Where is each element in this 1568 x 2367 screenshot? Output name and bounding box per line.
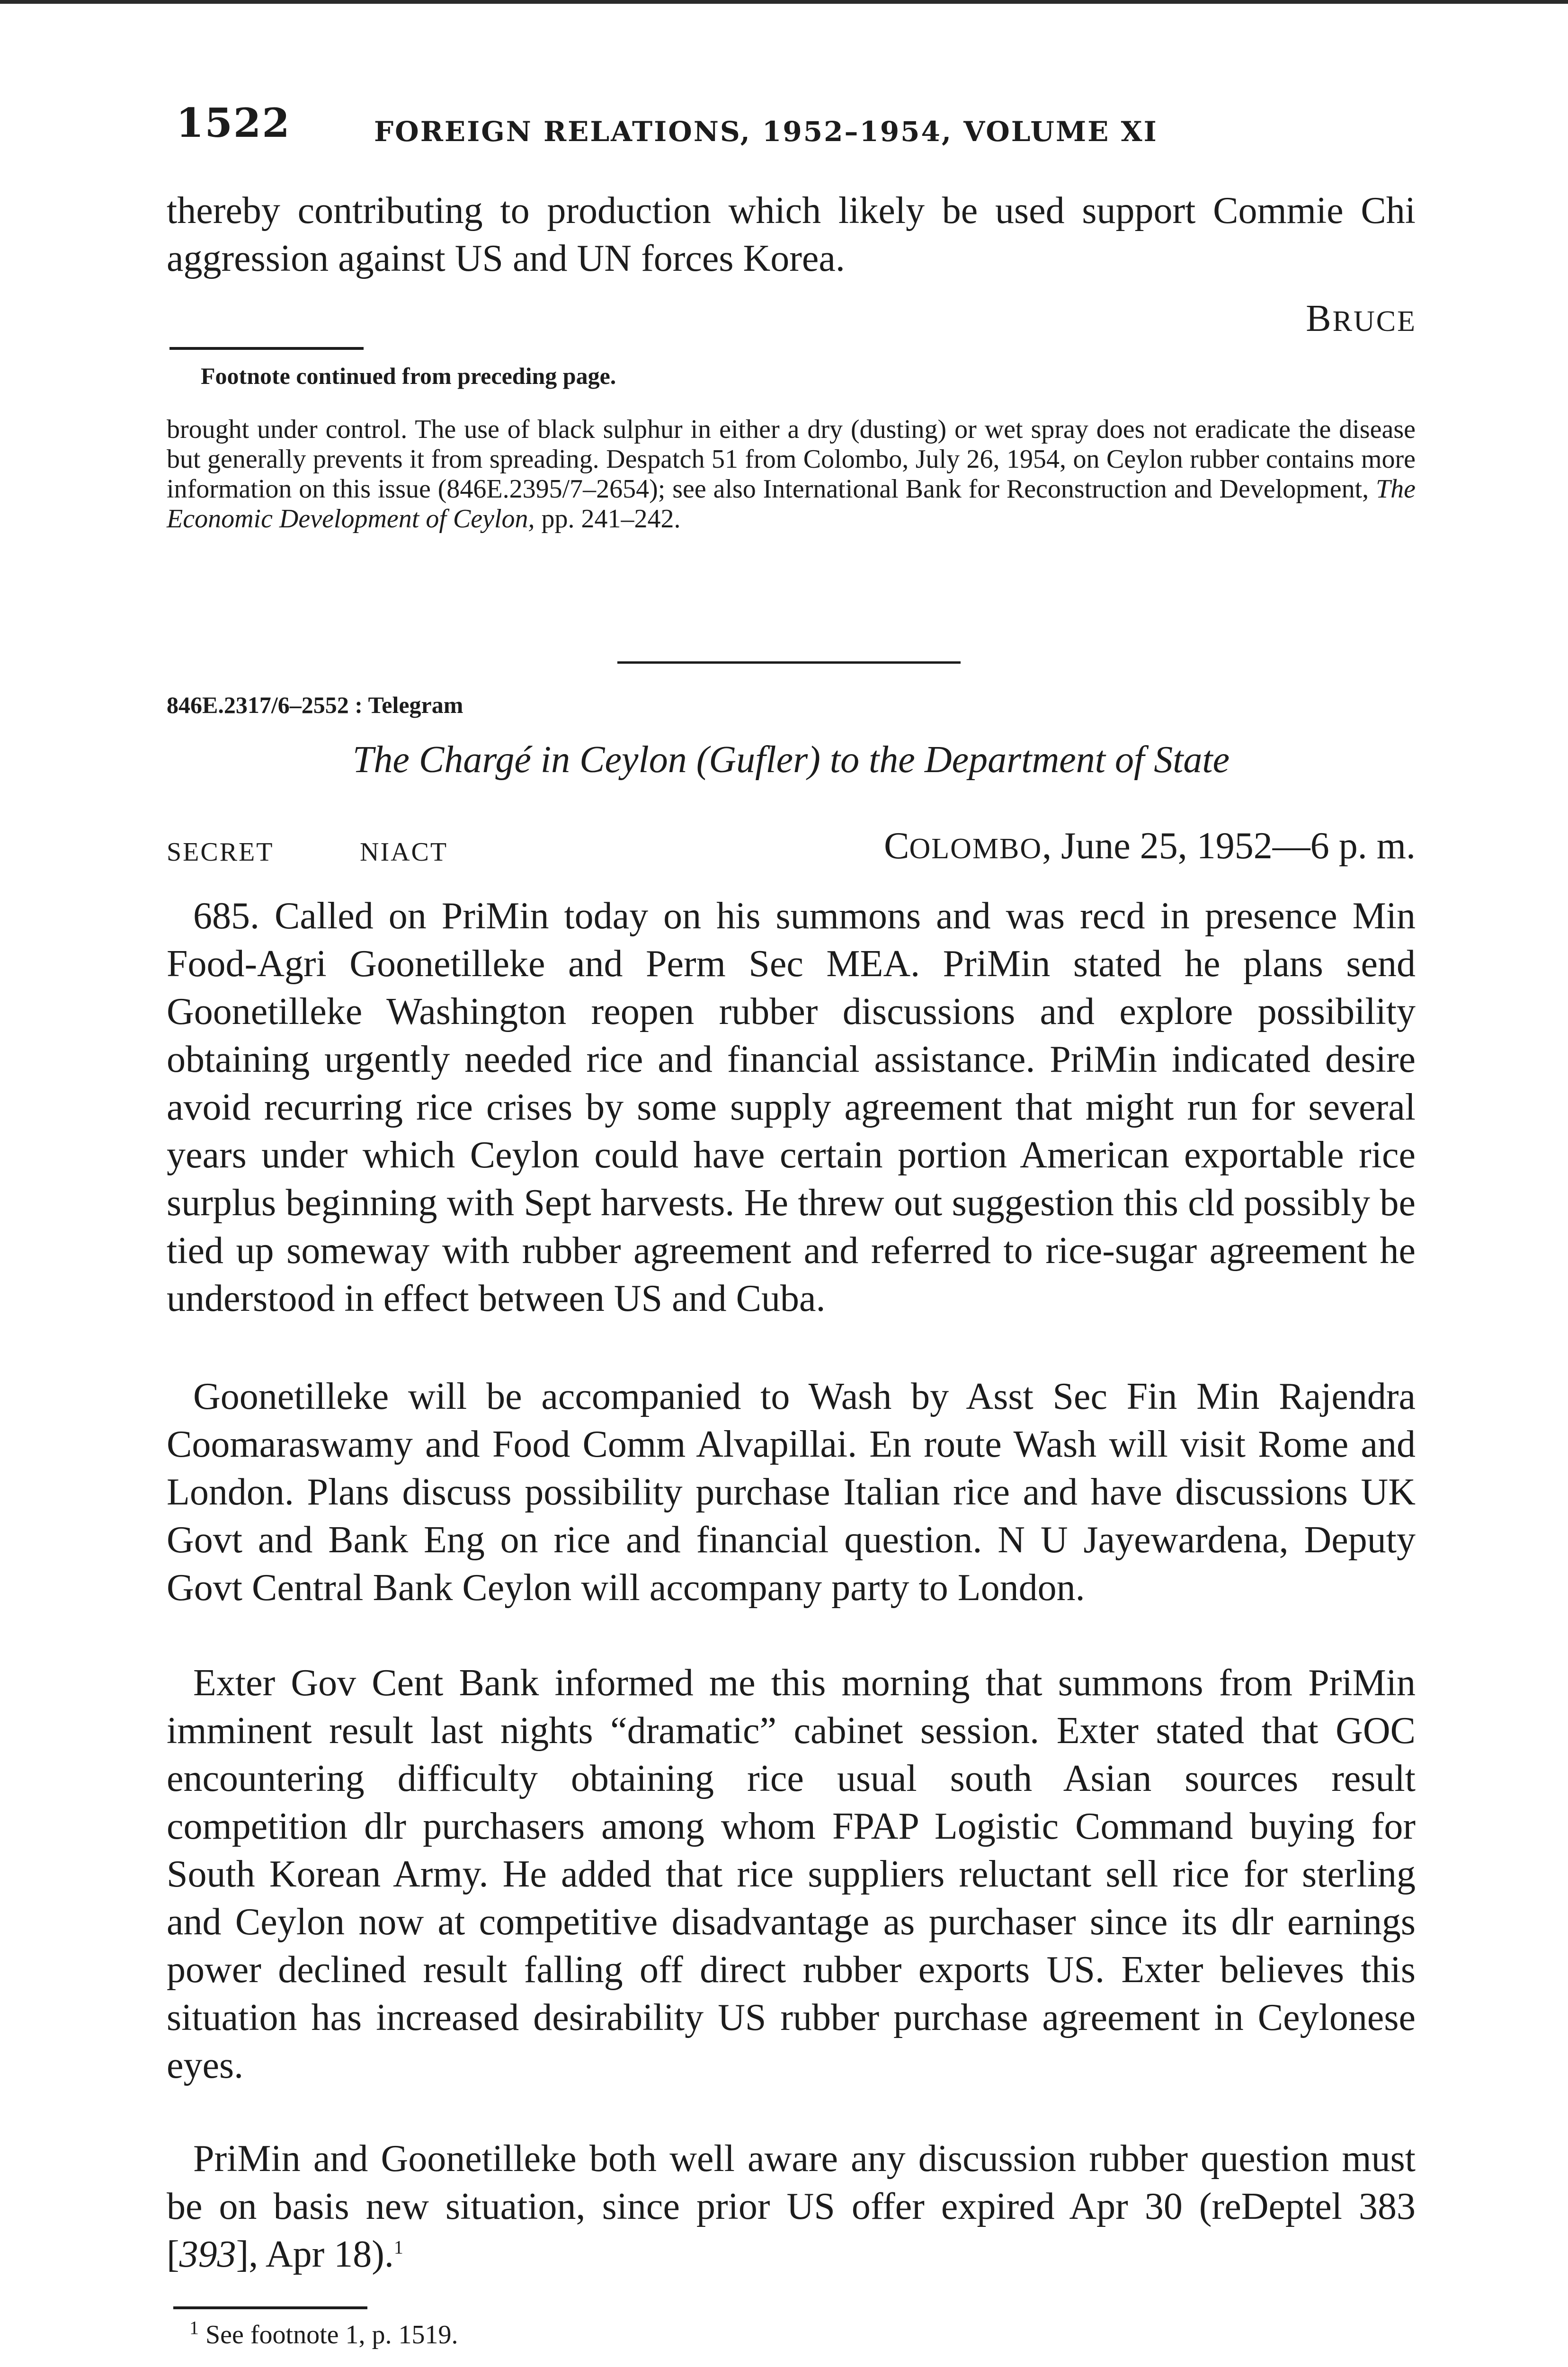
signature-rest: RUCE [1332, 305, 1417, 338]
paragraph-4 [167, 2135, 1416, 2278]
footnote-text-main: brought under control. The use of black sulphur in either a dry (dusting) or wet spray does not eradicate the disease but generally prevents it from spreading. Despatch 51 from Colombo, July 26, 1954, on Ceylon rubber contains more information on this issue (846E.2395/7–2654); see also International Bank for Reconstruction and Development, [167, 415, 1416, 504]
document-id: 846E.2317/6–2552 : Telegram [167, 692, 463, 718]
footnote-divider [169, 347, 364, 350]
paragraph-1: 685. Called on PriMin today on his summons and was recd in presence Min Food-Agri Goonetilleke and Perm Sec MEA. PriMin stated he plans send Goonetilleke Washington reopen rubber discussions and explore possibility obtaining urgently needed rice and financial assistance. PriMin indicated desire avoid recurring rice crises by some supply agreement that might run for several years under which Ceylon could have certain portion American exportable rice surplus beginning with Sept harvests. He threw out suggestion this cld possibly be tied up someway with rubber agreement and referred to rice-sugar agreement he understood in effect between US and Cuba. [167, 895, 1416, 1319]
page-number: 1522 [176, 99, 291, 146]
footnote-book-title: The Economic Development of Ceylon, [167, 474, 1416, 534]
document-title: The Chargé in Ceylon (Gufler) to the Department of State [352, 739, 1230, 781]
footnote-1-marker: 1 [189, 2317, 199, 2339]
continued-footnote-text [167, 415, 1416, 534]
footnote-rule [173, 2306, 367, 2309]
signature-initial: B [1306, 298, 1333, 339]
footnote-1-text: See footnote 1, p. 1519. [205, 2320, 458, 2349]
footnote-pages: pp. 241–242. [541, 504, 681, 534]
paragraph-4-end: ], Apr 18). [236, 2234, 394, 2275]
footnote-marker: 1 [393, 2236, 403, 2258]
place-initial: C [884, 825, 909, 867]
running-title: FOREIGN RELATIONS, 1952–1954, VOLUME XI [374, 116, 1158, 148]
precedence: NIACT [360, 837, 448, 867]
paragraph-2: Goonetilleke will be accompanied to Wash by Asst Sec Fin Min Rajendra Coomaraswamy and Food Comm Alvapillai. En route Wash will visit Rome and London. Plans discuss possibility purchase Italian rice and have discussions UK Govt and Bank Eng on rice and financial question. N U Jayewardena, Deputy Govt Central Bank Ceylon will accompany party to London. [167, 1376, 1416, 1609]
footnote-1 [189, 2317, 458, 2350]
paragraph-3: Exter Gov Cent Bank informed me this morning that summons from PriMin imminent result last nights “dramatic” cabinet session. Exter stated that GOC encountering difficulty obtaining rice usual south Asian sources result competition dlr purchasers among whom FPAP Logistic Command buying for South Korean Army. He added that rice suppliers reluctant sell rice for sterling and Ceylon now at competitive disadvantage as purchaser since its dlr earnings power declined result falling off direct rubber exports US. Exter believes this situation has increased desirability US rubber purchase agreement in Ceylonese eyes. [167, 1662, 1416, 2086]
paragraph-4-text: PriMin and Goonetilleke both well aware any discussion rubber question must be on basis new situation, since prior US offer expired Apr 30 (reDeptel 383 [ [167, 2138, 1416, 2275]
previous-document-closing-text: thereby contributing to production which likely be used support Commie Chi aggression against US and UN forces Korea. [167, 190, 1416, 279]
place-rest: OLOMBO [909, 833, 1042, 865]
dateline [884, 825, 1416, 868]
document-separator [617, 661, 961, 664]
signature [1306, 297, 1417, 340]
date-time: , June 25, 1952—6 p. m. [1042, 825, 1416, 867]
classification: SECRET [167, 837, 274, 867]
paragraph-4-italic: 393 [179, 2234, 236, 2275]
top-border-line [0, 0, 1568, 4]
footnote-continued-label: Footnote continued from preceding page. [201, 363, 616, 389]
